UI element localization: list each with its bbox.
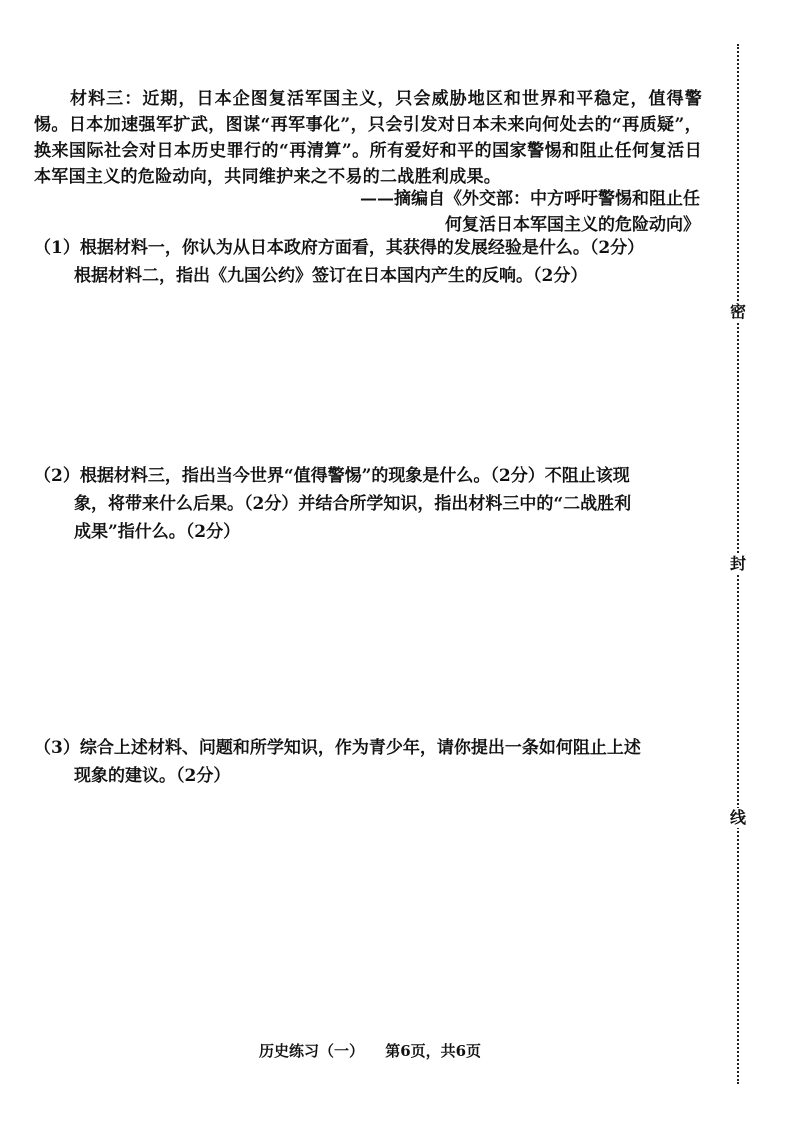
material-three-source — [320, 186, 700, 238]
page-footer — [0, 1040, 740, 1061]
question-1-line-2: 根据材料二，指出《九国公约》签订在日本国内产生的反响。（2分） — [74, 266, 588, 286]
source-line-2: 何复活日本军国主义的危险动向》 — [445, 215, 700, 235]
question-3-line-1: （3）综合上述材料、问题和所学知识，作为青少年，请你提出一条如何阻止上述 — [34, 738, 641, 758]
source-line-1: ——摘编自《外交部：中方呼吁警惕和阻止任 — [360, 189, 700, 209]
footer-subject: 历史练习（一） — [258, 1042, 364, 1060]
question-1-line-1: （1）根据材料一，你认为从日本政府方面看，其获得的发展经验是什么。（2分） — [34, 238, 645, 258]
binding-char-feng: 封 — [729, 554, 746, 573]
footer-page-number: 第6页，共6页 — [385, 1042, 482, 1060]
binding-char-mi: 密 — [729, 302, 746, 321]
question-2 — [34, 462, 702, 546]
binding-line — [728, 44, 748, 1084]
question-3-line-2: 现象的建议。（2分） — [74, 766, 231, 786]
binding-char-xian: 线 — [729, 808, 746, 827]
question-2-line-3: 成果”指什么。（2分） — [74, 522, 241, 542]
material-three — [34, 86, 702, 190]
question-1 — [34, 234, 702, 290]
question-2-line-2: 象，将带来什么后果。（2分）并结合所学知识，指出材料三中的“二战胜利 — [74, 494, 632, 514]
question-3 — [34, 734, 702, 790]
question-2-line-1: （2）根据材料三，指出当今世界“值得警惕”的现象是什么。（2分）不阻止该现 — [34, 466, 630, 486]
material-three-text: 材料三：近期，日本企图复活军国主义，只会威胁地区和世界和平稳定，值得警惕。日本加速强军扩武，图谋“再军事化”，只会引发对日本未来向何处去的“再质疑”，换来国际社会对日本历史罪行的“再清算”。所有爱好和平的国家警惕和阻止任何复活日本军国主义的危险动向，共同维护来之不易的二战胜利成果。 — [34, 89, 702, 187]
